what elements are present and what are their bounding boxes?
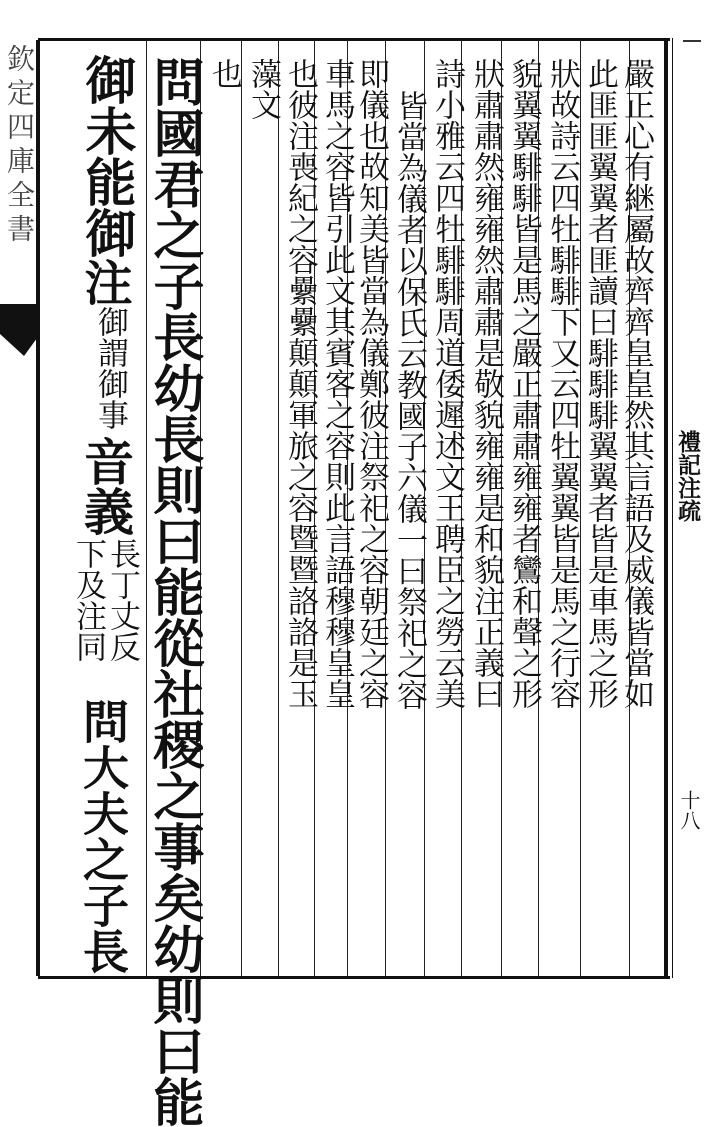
text-column: 也	[206, 58, 242, 89]
main-text-column: 御未能御	[76, 54, 136, 258]
book-title: 禮記注疏	[674, 430, 701, 522]
margin-fishtail-mark	[0, 334, 40, 356]
main-text-column: 問國君之子長幼長則曰能從社稷之事矣幼則曰能	[144, 56, 204, 1127]
text-column: 嚴正心有継屬故齊齊皇皇然其言語及威儀皆當如	[618, 58, 654, 709]
main-text-run: 問大夫之子長	[76, 698, 130, 974]
margin-book-series-title: 欽定四庫全書	[3, 44, 36, 248]
corner-mark	[683, 40, 701, 42]
text-column: 狀肅肅然雍雍然肅肅是敬貌雍雍是和貌注正義曰	[468, 58, 504, 709]
text-column: 貌翼翼騑騑皆是馬之嚴正肅肅雍雍者鸞和聲之形	[506, 58, 542, 709]
text-column: 此匪匪翼翼者匪讀曰騑騑騑翼翼者皆是車馬之形	[582, 58, 618, 709]
frame-bottom-border	[38, 976, 670, 979]
text-column: 車馬之容皆引此文其賓客之容則此言語穆穆皇皇	[319, 58, 355, 709]
frame-left-border	[36, 40, 40, 976]
annotation-text-run: 下及注同	[70, 538, 106, 662]
frame-right-border	[664, 38, 668, 978]
frame-top-border	[38, 38, 670, 41]
column-rule	[278, 40, 279, 976]
text-column: 詩小雅云四牡騑騑周道倭遲述文王聘臣之勞云美	[429, 58, 465, 709]
text-column: 藻文	[245, 58, 281, 120]
margin-fishtail-block	[0, 304, 40, 334]
text-column: 狀故詩云四牡騑騑下又云四牡翼翼皆是馬之行容	[544, 58, 580, 709]
page-number: 十八	[677, 790, 701, 830]
text-column: 皆當為儀者以保氏云教國子六儀一曰祭祀之容	[391, 90, 427, 710]
annotation-text-run: 御謂御事	[92, 306, 128, 430]
text-column: 即儀也故知美皆當為儀鄭彼注祭祀之容朝廷之容	[353, 58, 389, 709]
column-rule	[241, 40, 242, 976]
column-rule	[580, 40, 581, 976]
annotation-text-run: 長丁丈反	[104, 538, 140, 662]
frame-right-inner-border	[672, 38, 673, 978]
main-text-run: 音義	[76, 436, 135, 536]
text-column: 也彼注喪紀之容纍纍顛顛軍旅之容暨暨詻詻是玉	[282, 58, 318, 709]
main-text-run: 注	[76, 258, 132, 306]
